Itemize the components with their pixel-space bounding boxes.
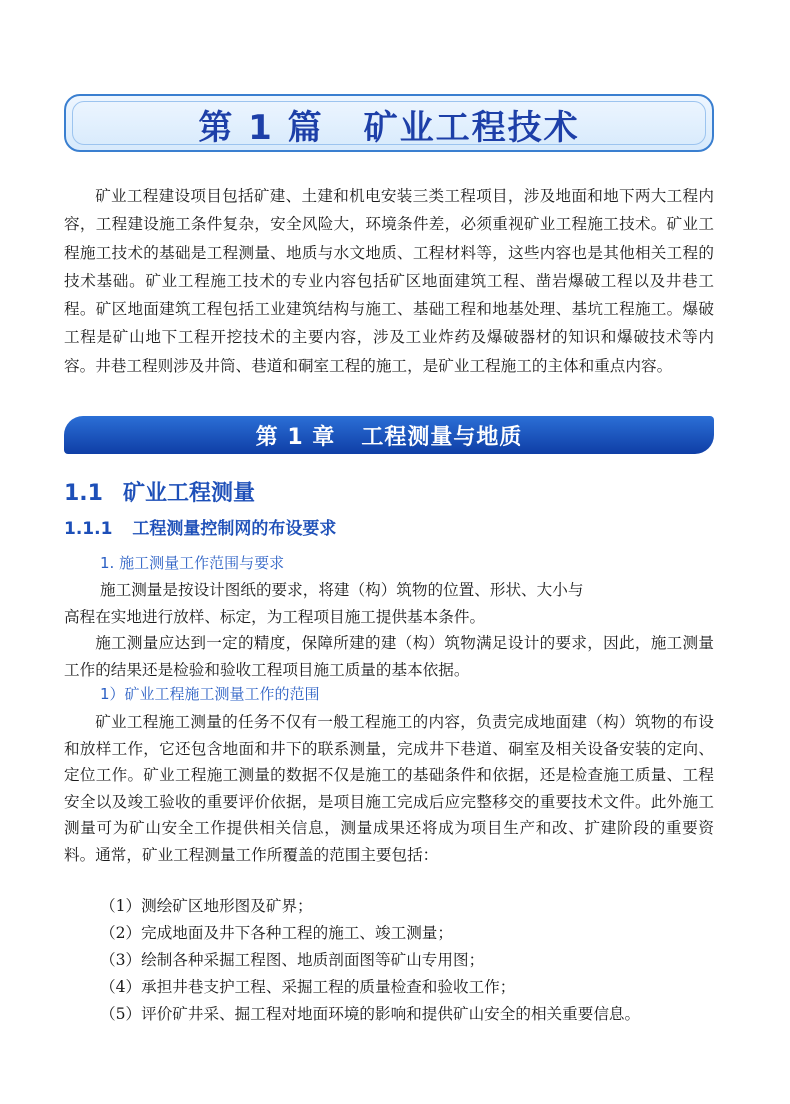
subsection-heading bbox=[64, 514, 336, 539]
chapter-name: 工程测量与地质 bbox=[361, 425, 523, 450]
paragraph-1-line-2: 高程在实地进行放样、标定，为工程项目施工提供基本条件。 bbox=[64, 607, 486, 626]
paragraph-1-line-1: 施工测量是按设计图纸的要求，将建（构）筑物的位置、形状、大小与 bbox=[100, 581, 584, 599]
paragraph-1 bbox=[64, 577, 714, 630]
heading-level3: 1. 施工测量工作范围与要求 bbox=[100, 554, 285, 572]
heading-level4: 1）矿业工程施工测量工作的范围 bbox=[100, 685, 320, 703]
section-title: 矿业工程测量 bbox=[122, 481, 255, 506]
scope-list bbox=[100, 893, 640, 1028]
part-number: 第 1 篇 bbox=[198, 108, 324, 148]
paragraph-2: 施工测量应达到一定的精度，保障所建的建（构）筑物满足设计的要求，因此，施工测量工作的结果还是检验和验收工程项目施工质量的基本依据。 bbox=[64, 634, 714, 679]
section-heading bbox=[64, 476, 255, 507]
chapter-banner bbox=[64, 416, 714, 454]
list-item: （1）测绘矿区地形图及矿界； bbox=[100, 897, 313, 915]
list-item: （4）承担井巷支护工程、采掘工程的质量检查和验收工作； bbox=[100, 978, 516, 996]
part-banner bbox=[64, 94, 714, 152]
subsection-number: 1.1.1 bbox=[64, 519, 113, 539]
chapter-title bbox=[64, 420, 714, 451]
paragraph-3: 矿业工程施工测量的任务不仅有一般工程施工的内容，负责完成地面建（构）筑物的布设和放样工作，它还包含地面和井下的联系测量，完成井下巷道、硐室及相关设备安装的定向、定位工作。矿业工程施工测量的数据不仅是施工的基础条件和依据，还是检查施工质量、工程安全以及竣工验收的重要评价依据，是项目施工完成后应完整移交的重要技术文件。此外施工测量可为矿山安全工作提供相关信息，测量成果还将成为项目生产和改、扩建阶段的重要资料。通常，矿业工程测量工作所覆盖的范围主要包括： bbox=[64, 713, 714, 864]
list-item: （2）完成地面及井下各种工程的施工、竣工测量； bbox=[100, 924, 453, 942]
intro-paragraph: 矿业工程建设项目包括矿建、土建和机电安装三类工程项目，涉及地面和地下两大工程内容，工程建设施工条件复杂，安全风险大，环境条件差，必须重视矿业工程施工技术。矿业工程施工技术的基础是工程测量、地质与水文地质、工程材料等，这些内容也是其他相关工程的技术基础。矿业工程施工技术的专业内容包括矿区地面建筑工程、凿岩爆破工程以及井巷工程。矿区地面建筑工程包括工业建筑结构与施工、基础工程和地基处理、基坑工程施工。爆破工程是矿山地下工程开挖技术的主要内容，涉及工业炸药及爆破器材的知识和爆破技术等内容。井巷工程则涉及井筒、巷道和硐室工程的施工，是矿业工程施工的主体和重点内容。 bbox=[64, 187, 714, 375]
list-item: （5）评价矿井采、掘工程对地面环境的影响和提供矿山安全的相关重要信息。 bbox=[100, 1005, 641, 1023]
section-number: 1.1 bbox=[64, 481, 103, 506]
chapter-number: 第 1 章 bbox=[255, 425, 336, 450]
list-item: （3）绘制各种采掘工程图、地质剖面图等矿山专用图； bbox=[100, 951, 485, 969]
part-title bbox=[66, 100, 712, 149]
subsection-title: 工程测量控制网的布设要求 bbox=[132, 519, 337, 539]
part-name: 矿业工程技术 bbox=[363, 108, 580, 148]
